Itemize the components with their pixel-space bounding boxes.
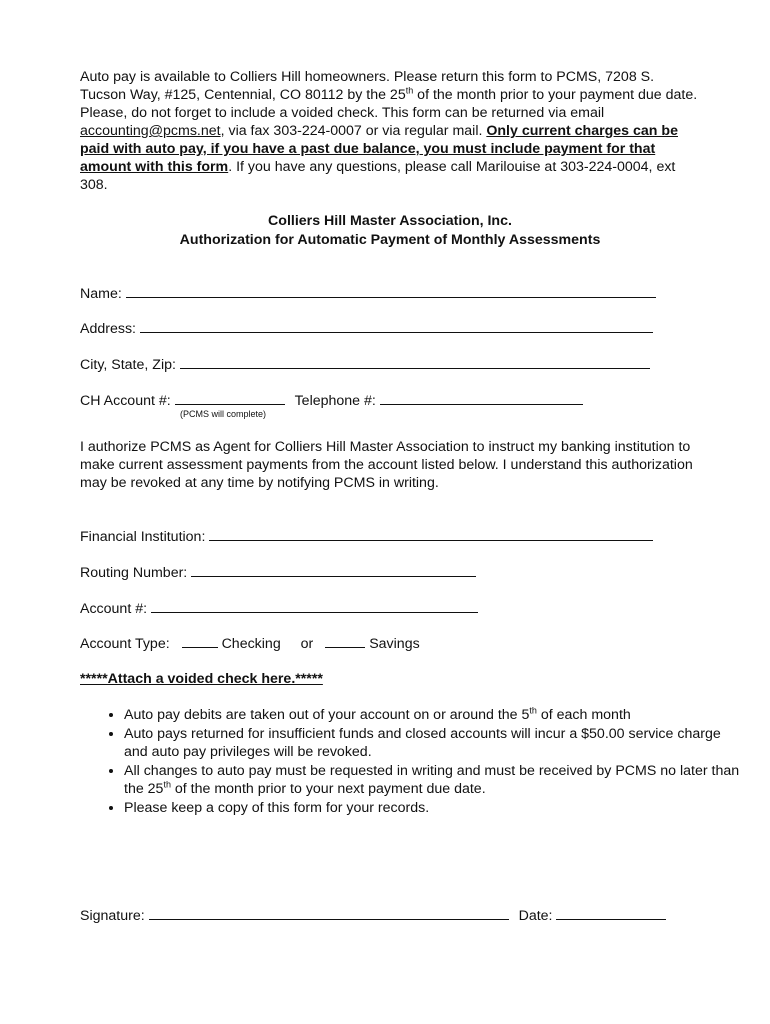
account-number-label: Account #: — [80, 601, 148, 617]
title-line-2: Authorization for Automatic Payment of Monthly Assessments — [179, 232, 601, 248]
signature-label: Signature: — [80, 908, 145, 924]
financial-label: Financial Institution: — [80, 529, 206, 545]
b3-text-2: of the month prior to your next payment due date. — [170, 781, 486, 797]
name-row — [80, 285, 656, 303]
list-item — [124, 762, 744, 799]
b3-sup: th — [163, 779, 171, 790]
address-row — [80, 320, 653, 338]
terms-list — [80, 706, 744, 817]
account-number-field[interactable] — [151, 600, 478, 613]
city-row — [80, 356, 650, 374]
intro-sup: th — [405, 85, 414, 96]
list-item: • Auto pays returned for insufficient funds and closed accounts will incur a $50.00 service charge and auto pay privileges will be revoked. — [124, 725, 744, 762]
signature-row — [80, 907, 666, 925]
account-type-row — [80, 635, 420, 653]
intro-text-3: , via fax 303-224-0007 or via regular mail. — [220, 123, 487, 139]
intro-text-4: . If you have any questions, please call Marilouise at 303-224-0004, ext 308. — [80, 159, 676, 193]
account-number-row — [80, 600, 478, 618]
city-label: City, State, Zip: — [80, 357, 176, 373]
routing-field[interactable] — [191, 564, 476, 577]
address-label: Address: — [80, 321, 136, 337]
attach-check-note: *****Attach a voided check here.***** — [80, 671, 323, 687]
checking-blank[interactable] — [182, 635, 218, 648]
ch-account-field[interactable] — [175, 392, 285, 405]
b1-sup: th — [529, 705, 537, 716]
intro-text-1: Auto pay is available to Colliers Hill homeowners. Please return this form to PCMS, 7208 S. Tucson Way, #125, Centennial, CO 80112 by the 25 — [80, 69, 655, 103]
intro-text-2: of the month prior to your payment due date. Please, do not forget to include a voided check. This form can be returned via email — [80, 87, 698, 121]
email-link[interactable]: accounting@pcms.net — [80, 123, 221, 139]
financial-field[interactable] — [209, 528, 653, 541]
account-note: (PCMS will complete) — [180, 409, 267, 419]
telephone-label: Telephone #: — [294, 393, 376, 409]
city-field[interactable] — [180, 356, 650, 369]
ch-account-label: CH Account #: — [80, 393, 171, 409]
form-title — [80, 212, 700, 250]
b1-text: Auto pay debits are taken out of your account on or around the 5 — [124, 707, 530, 723]
title-line-1: Colliers Hill Master Association, Inc. — [268, 213, 512, 229]
name-field[interactable] — [126, 285, 656, 298]
signature-field[interactable] — [149, 907, 509, 920]
authorization-paragraph: I authorize PCMS as Agent for Colliers Hill Master Association to instruct my banking institution to make current assessment payments from the account listed below. I understand this authorization may be revoked at any time by notifying PCMS in writing. — [80, 439, 693, 491]
address-field[interactable] — [140, 320, 653, 333]
intro-emphasis: Only current charges can be paid with auto pay, if you have a past due balance, you must include payment for that amount with this form — [80, 123, 678, 175]
b3-text: All changes to auto pay must be requested in writing and must be received by PCMS no later than the 25 — [124, 762, 740, 797]
account-type-label: Account Type: — [80, 636, 170, 652]
account-row — [80, 392, 583, 410]
date-label: Date: — [518, 908, 553, 924]
savings-label: Savings — [369, 636, 420, 652]
intro-block — [80, 68, 700, 194]
list-item — [124, 706, 744, 725]
savings-blank[interactable] — [325, 635, 365, 648]
intro-paragraph — [80, 68, 700, 194]
name-label: Name: — [80, 286, 122, 302]
b1-text-2: of each month — [536, 707, 631, 723]
routing-label: Routing Number: — [80, 565, 188, 581]
date-field[interactable] — [556, 907, 666, 920]
checking-label: Checking — [221, 636, 281, 652]
or-label: or — [300, 636, 314, 652]
list-item: • Please keep a copy of this form for your records. — [124, 799, 744, 818]
telephone-field[interactable] — [380, 392, 583, 405]
financial-row — [80, 528, 653, 546]
routing-row — [80, 564, 476, 582]
